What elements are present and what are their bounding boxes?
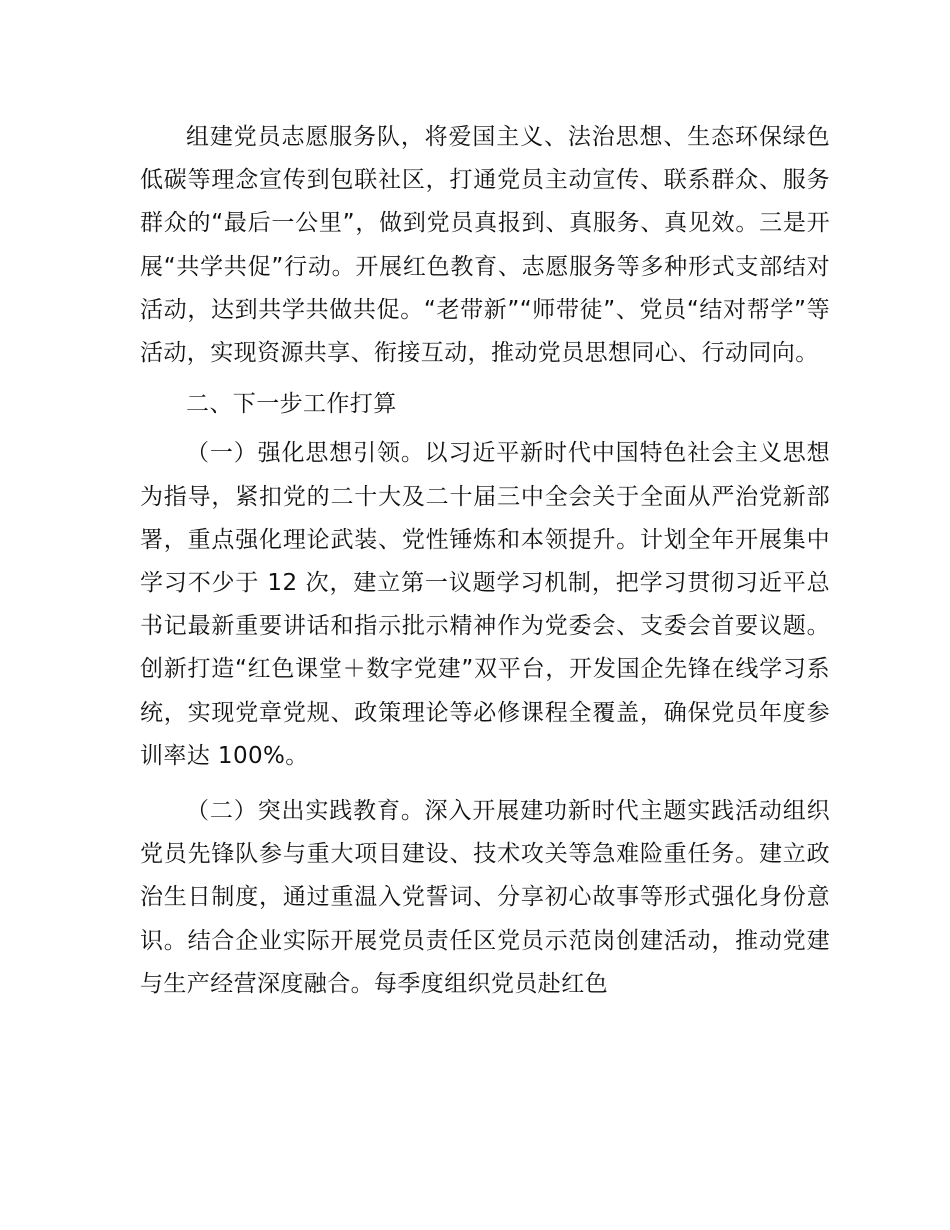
body-paragraph: （一）强化思想引领。以习近平新时代中国特色社会主义思想为指导，紧扣党的二十大及二十届三中全会关于全面从严治党新部署，重点强化理论武装、党性锤炼和本领提升。计划全年开展集中学习不少于 12 次，建立第一议题学习机制，把学习贯彻习近平总书记最新重要讲话和指示批示精神作为党委会、支委会首要议题。创新打造“红色课堂＋数字党建”双平台，开发国企先锋在线学习系统，实现党章党规、政策理论等必修课程全覆盖，确保党员年度参训率达 100%。 xyxy=(140,440,830,769)
section-heading: 二、下一步工作打算 xyxy=(186,391,397,418)
body-paragraph: （二）突出实践教育。深入开展建功新时代主题实践活动组织党员先锋队参与重大项目建设、技术攻关等急难险重任务。建立政治生日制度，通过重温入党誓词、分享初心故事等形式强化身份意识。结合企业实际开展党员责任区党员示范岗创建活动，推动党建与生产经营深度融合。每季度组织党员赴红色 xyxy=(140,798,830,997)
body-paragraph: 组建党员志愿服务队，将爱国主义、法治思想、生态环保绿色低碳等理念宣传到包联社区，打通党员主动宣传、联系群众、服务群众的“最后一公里”，做到党员真报到、真服务、真见效。三是开展“共学共促”行动。开展红色教育、志愿服务等多种形式支部结对活动，达到共学共做共促。“老带新”“师带徒”、党员“结对帮学”等活动，实现资源共享、衔接互动，推动党员思想同心、行动同向。 xyxy=(140,124,830,367)
document-body xyxy=(140,116,830,1006)
